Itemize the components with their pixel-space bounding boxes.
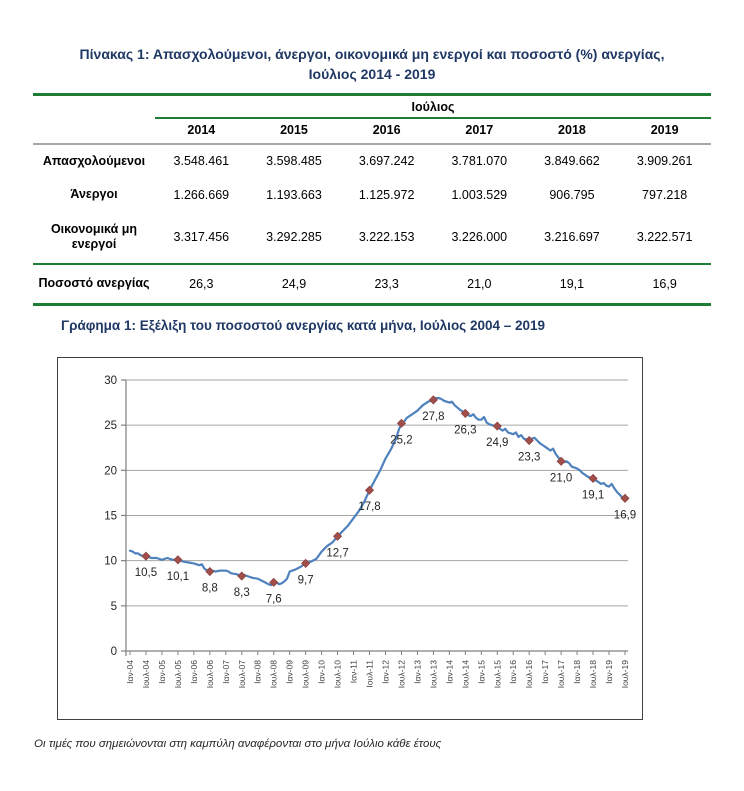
svg-text:20: 20 (104, 465, 117, 478)
svg-text:Ιουλ-11: Ιουλ-11 (364, 659, 375, 688)
document-content (33, 44, 711, 750)
value-cell: 1.193.663 (266, 188, 322, 203)
svg-text:Ιουλ-15: Ιουλ-15 (492, 659, 503, 688)
value-cell: 1.266.669 (173, 188, 230, 203)
july-marker (206, 567, 214, 575)
svg-text:Ιουλ-07: Ιουλ-07 (236, 659, 247, 688)
svg-text:Ιαν-11: Ιαν-11 (348, 659, 359, 683)
value-cell: 3.226.000 (451, 230, 508, 245)
svg-text:Ιουλ-17: Ιουλ-17 (556, 659, 567, 688)
svg-text:Ιαν-17: Ιαν-17 (540, 659, 551, 684)
value-labels (135, 411, 636, 605)
svg-text:Ιουλ-08: Ιουλ-08 (268, 659, 279, 688)
value-cell: 24,9 (248, 264, 341, 304)
svg-text:10: 10 (104, 555, 117, 568)
value-cell: 3.598.485 (266, 154, 322, 169)
value-label: 7,6 (265, 593, 282, 606)
value-label: 23,3 (517, 451, 541, 464)
value-cell: 1.125.972 (358, 188, 415, 203)
svg-text:Ιαν-10: Ιαν-10 (316, 659, 327, 684)
value-label: 8,3 (233, 586, 250, 599)
unemployment-line-chart (58, 358, 641, 718)
svg-text:Ιουλ-18: Ιουλ-18 (588, 659, 599, 688)
year-header: 2018 (526, 118, 619, 144)
table-title-line2: Ιούλιος 2014 - 2019 (308, 66, 436, 83)
svg-text:Ιαν-06: Ιαν-06 (188, 659, 199, 684)
row-label: Απασχολούμενοι (42, 153, 146, 168)
svg-text:Ιαν-18: Ιαν-18 (572, 659, 583, 684)
svg-text:Ιουλ-13: Ιουλ-13 (428, 659, 439, 688)
value-cell: 3.216.697 (544, 230, 600, 245)
row-label: Ποσοστό ανεργίας (33, 264, 155, 304)
series-line (130, 398, 625, 585)
svg-text:Ιουλ-19: Ιουλ-19 (620, 659, 630, 688)
svg-text:5: 5 (110, 600, 117, 613)
value-cell: 19,1 (526, 264, 619, 304)
group-header-spacer (33, 94, 155, 118)
svg-text:Ιαν-16: Ιαν-16 (508, 659, 519, 684)
value-label: 10,1 (166, 570, 190, 583)
july-marker (238, 572, 246, 580)
value-cell: 3.697.242 (358, 154, 415, 169)
chart-footnote: Οι τιμές που σημειώνονται στη καμπύλη αναφέρονται στο μήνα Ιούλιο κάθε έτους (34, 737, 442, 750)
value-label: 19,1 (581, 489, 605, 502)
svg-text:Ιουλ-05: Ιουλ-05 (172, 659, 183, 688)
svg-text:Ιουλ-12: Ιουλ-12 (396, 659, 407, 688)
table-years-row (33, 118, 711, 144)
row-label: Άνεργοι (70, 187, 118, 202)
year-header: 2015 (248, 118, 341, 144)
value-cell: 26,3 (155, 264, 248, 304)
value-label: 27,8 (422, 410, 445, 423)
year-header: 2016 (340, 118, 433, 144)
chart-title: Γράφημα 1: Εξέλιξη του ποσοστού ανεργίας κατά μήνα, Ιούλιος 2004 – 2019 (61, 317, 546, 333)
y-axis-labels (104, 375, 117, 658)
value-cell: 3.548.461 (173, 154, 230, 169)
july-marker (621, 494, 629, 502)
table-title (33, 44, 711, 85)
year-header: 2019 (618, 118, 711, 144)
value-cell: 797.218 (642, 188, 688, 203)
value-label: 24,9 (486, 436, 509, 449)
x-axis-labels (125, 651, 630, 688)
value-label: 9,7 (297, 574, 314, 587)
value-cell: 21,0 (433, 264, 526, 304)
value-label: 8,8 (201, 582, 218, 595)
svg-text:Ιουλ-16: Ιουλ-16 (524, 659, 535, 688)
chart-frame (57, 357, 643, 720)
svg-text:30: 30 (104, 374, 117, 387)
group-header-july: Ιούλιος (155, 94, 711, 118)
table-group-header-row (33, 94, 711, 118)
year-header: 2014 (155, 118, 248, 144)
stats-table-body (33, 144, 711, 305)
years-spacer (33, 118, 155, 144)
svg-text:Ιουλ-10: Ιουλ-10 (332, 659, 343, 688)
row-label: Οικονομικά μη ενεργοί (50, 221, 138, 252)
value-label: 21,0 (549, 472, 573, 485)
value-label: 16,9 (613, 509, 637, 522)
svg-text:Ιαν-14: Ιαν-14 (444, 659, 455, 684)
svg-text:0: 0 (110, 645, 117, 658)
value-cell: 3.317.456 (173, 230, 230, 245)
svg-text:Ιαν-12: Ιαν-12 (380, 659, 391, 684)
table-title-line1: Πίνακας 1: Απασχολούμενοι, άνεργοι, οικονομικά μη ενεργοί και ποσοστό (%) ανεργίας, (79, 46, 665, 62)
value-cell: 3.781.070 (451, 154, 508, 169)
year-header: 2017 (433, 118, 526, 144)
gridlines (126, 380, 628, 606)
svg-text:Ιαν-07: Ιαν-07 (220, 659, 231, 684)
axes (121, 380, 628, 656)
july-marker (366, 486, 374, 494)
svg-text:Ιαν-13: Ιαν-13 (412, 659, 423, 684)
page (0, 44, 744, 791)
value-cell: 3.909.261 (636, 154, 693, 169)
july-marker (174, 555, 182, 563)
value-label: 17,8 (358, 500, 381, 513)
july-markers (142, 396, 629, 586)
svg-text:Ιουλ-14: Ιουλ-14 (460, 659, 471, 688)
svg-text:Ιουλ-04: Ιουλ-04 (140, 659, 151, 688)
svg-text:Ιαν-09: Ιαν-09 (284, 659, 295, 684)
value-cell: 3.222.153 (358, 230, 415, 245)
table-row (33, 144, 711, 179)
value-label: 12,7 (326, 546, 349, 559)
svg-text:Ιουλ-06: Ιουλ-06 (204, 659, 215, 688)
svg-text:Ιαν-19: Ιαν-19 (604, 659, 615, 684)
svg-text:15: 15 (104, 510, 117, 523)
rate-row (33, 264, 711, 304)
value-cell: 1.003.529 (451, 188, 508, 203)
svg-text:25: 25 (104, 419, 117, 432)
july-marker (142, 552, 150, 560)
value-cell: 16,9 (618, 264, 711, 304)
value-label: 25,2 (390, 434, 413, 447)
value-label: 10,5 (134, 566, 158, 579)
value-cell: 3.222.571 (636, 230, 693, 245)
unemployment-table (33, 93, 711, 306)
svg-text:Ιαν-05: Ιαν-05 (156, 659, 167, 684)
value-cell: 23,3 (340, 264, 433, 304)
value-label: 26,3 (454, 424, 477, 437)
table-row (33, 178, 711, 212)
svg-text:Ιουλ-09: Ιουλ-09 (300, 659, 311, 688)
svg-text:Ιαν-08: Ιαν-08 (252, 659, 263, 684)
table-row (33, 212, 711, 264)
svg-text:Ιαν-04: Ιαν-04 (125, 659, 135, 684)
svg-text:Ιαν-15: Ιαν-15 (476, 659, 487, 684)
value-cell: 906.795 (549, 188, 595, 203)
value-cell: 3.849.662 (544, 154, 600, 169)
value-cell: 3.292.285 (266, 230, 322, 245)
